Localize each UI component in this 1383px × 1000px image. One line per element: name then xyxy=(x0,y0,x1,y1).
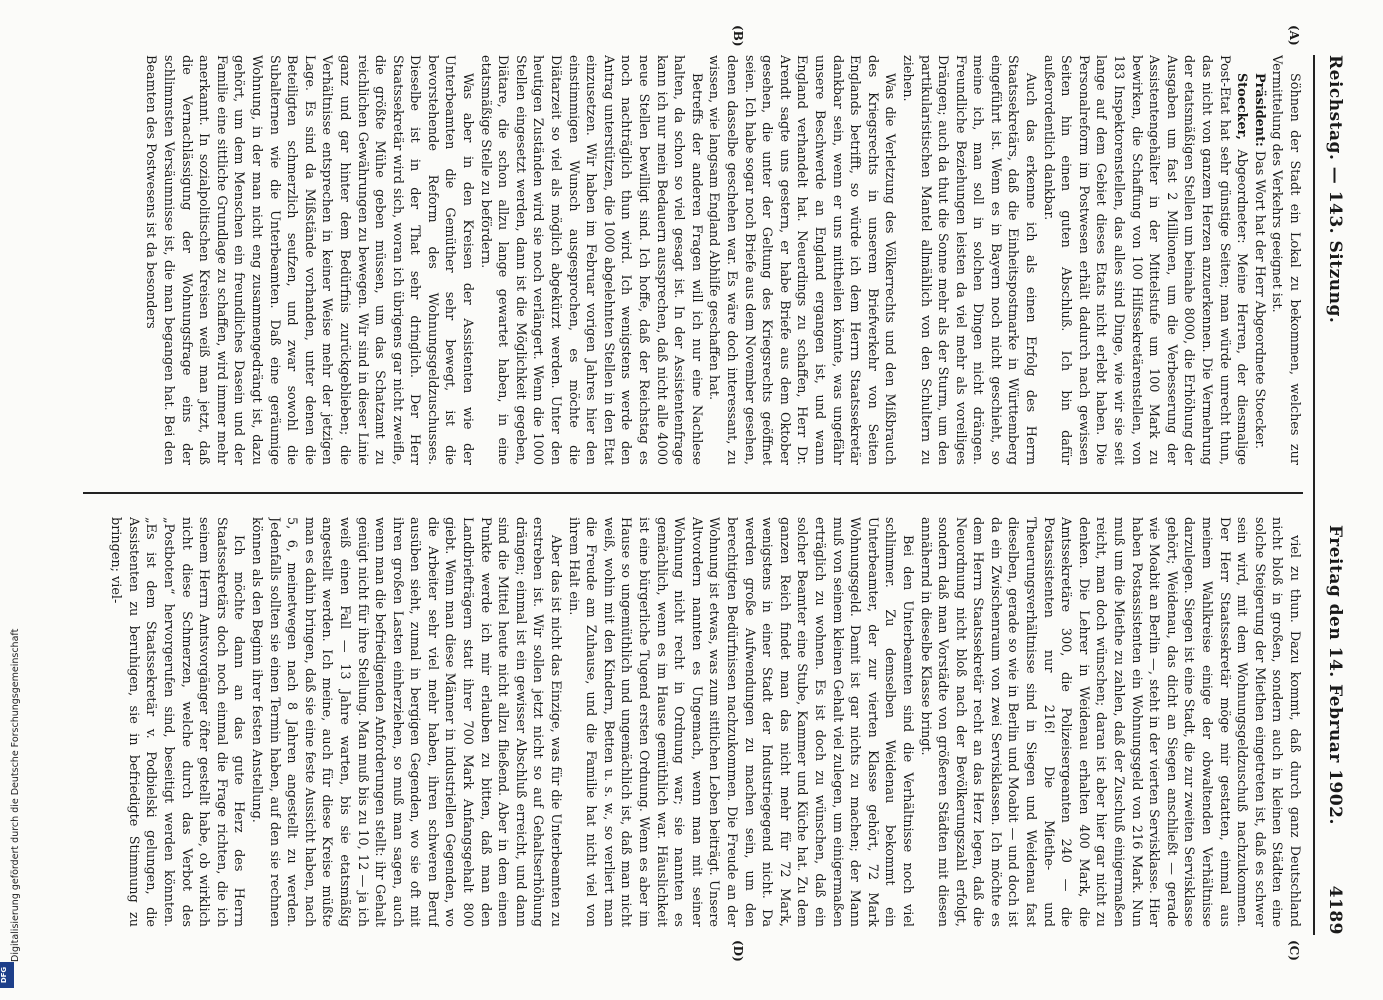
paragraph xyxy=(916,517,1303,927)
paragraph-text: Betreffs der anderen Fragen will ich nur eine Nachlese halten, da schon so viel gesagt ist. In der Assistentenfrage kann ich nur mein Bedauern aussprechen, daß nicht alle 4000 neue Stellen bewilligt sind. Ich hoffe, daß der Reichstag es noch nachträglich thun wird. Ich wenigstens werde den Antrag unterstützen, die 1000 abgelehnten Stellen in den Etat einzusetzen. Wir haben im Februar vorigen Jahres hier den einstimmigen Wunsch ausgesprochen, es möchte die Diätarzeit so viel als möglich abgekürzt werden. Unter den heutigen Zuständen wird sie noch verlängert. Wenn die 1000 Stellen eingesetzt werden, dann ist die Möglichkeit gegeben, Diätare, die schon allzu lange gewartet haben, in eine etatsmäßige Stelle zu befördern. xyxy=(477,55,704,465)
running-header xyxy=(1317,55,1345,935)
paragraph xyxy=(142,55,476,465)
paragraph xyxy=(898,55,1039,465)
page-number: 4189 xyxy=(1325,885,1345,935)
paragraph xyxy=(1250,55,1268,465)
dfg-logo-icon xyxy=(0,962,14,988)
paragraph-text: viel zu thun. Dazu kommt, daß durch ganz Deutschland nicht bloß in großen, sondern auch in kleinen Städten eine solche Steigerung der Miethen eingetreten ist, daß es schwer sein wird, mit dem Wohnungsgeldzuschuß nachzukommen. Der Herr Staatssekretär möge mir gestatten, einmal aus meinem Wahlkreise einige der obwaltenden Verhältnisse darzulegen. Siegen ist eine Stadt, die zur zweiten Servisklasse gehört; Weidenau, das dicht an Siegen anschließt — gerade wie Moabit an Berlin —, steht in der vierten Servisklasse. Hier haben Postassistenten ein Wohnungsgeld von 216 Mark. Nun muß um die Miethe zu zahlen, daß der Zuschuß einigermaßen reicht, man doch wünschen; daran ist aber hier gar nicht zu denken. Die Lehrer in Weidenau erhalten 400 Mark, die Amtssekretäre 300, die Polizeisergeanten 240 — die Postassistenten nur 216! Die Miethe- und Theuerungsverhältnisse sind in Siegen und Weidenau fast dieselben, gerade so wie in Berlin und Moabit — und doch ist da ein Zwischenraum von zwei Servisklassen. Ich möchte es dem Herrn Staatssekretär recht an das Herz legen, daß die Neuordnung nicht bloß nach der Bevölkerungszahl erfolgt, sondern daß man Vorstädte von größeren Städten mit diesen annähernd in dieselbe Klasse bringt. xyxy=(917,517,1302,927)
paragraph xyxy=(476,55,705,465)
dfg-logo-text: DFG xyxy=(0,966,9,984)
paragraph-text: Bei den Unterbeamten sind die Verhältnisse noch viel schlimmer. Zu demselben Weidenau bekommt ein Unterbeamter, der zur vierten Klasse gehört, 72 Mark Wohnungsgeld. Damit ist gar nichts zu machen; der Mann muß von seinem kleinen Gehalt viel zulegen, um einigermaßen erträglich zu wohnen. Es ist doch zu wünschen, daß ein solcher Beamter eine Stube, Kammer und Küche hat. Zu dem ganzen Reich findet man das nicht mehr für 72 Mark, wenigstens in einer Stadt der Industriegegend nicht. Da werden große Aufwendungen zu machen sein, um den berechtigten Bedürfnissen nachzukommen. Die Freude an der Wohnung ist etwas, was zum sittlichen Leben beiträgt. Unsere Altvordern nannten es Ungemach, wenn man mit seiner Wohnung nicht recht in Ordnung war; sie nannten es gemächlich, wenn es im Hause gemüthlich war. Häuslichkeit ist eine bürgerliche Tugend ersten Ordnung. Wenn es aber im Hause so ungemüthlich und ungemächlich ist, daß man nicht weiß, wohin mit den Kindern, Betten u. s. w., so verliert man die Freude am Zuhause, und die Familie hat nicht viel von ihrem Halt ein. xyxy=(565,517,915,927)
rotated-page-content xyxy=(65,25,1345,962)
header-left: Reichstag. — 143. Sitzung. xyxy=(1325,55,1345,324)
paragraph-text: Auch das erkenne ich als einen Erfolg des Herrn Staatssekretärs, daß die Einheitspostmarke in Württemberg eingeführt ist. Wenn es in Bayern noch nicht geschieht, so meine ich, man soll in solchen Dingen nicht drängen. Freundliche Beziehungen leisten da viel mehr als voreiliges Drängen; auch da thut die Sonne mehr als der Sturm, um den partikularistischen Mantel allmählich von den Schultern zu ziehen. xyxy=(899,55,1039,465)
paragraph xyxy=(107,517,248,927)
column-divider xyxy=(83,492,1303,494)
margin-marker-a: (A) xyxy=(1287,25,1301,46)
right-column xyxy=(83,517,1303,927)
paragraph-text: Ich möchte dann an das gute Herz des Herrn Staatssekretärs doch noch einmal die Frage richten, die ich seinem Herrn Amtsvorgänger öfter gestellt habe, ob wirklich nicht diese Schmerzen, welche durch das Verbot des „Postboten“ hervorgerufen sind, beseitigt werden könnten. „Es ist dem Staatssekretär v. Podbielski gelungen, die Assistenten zu beruhigen, sie in befriedigte Stimmung zu bringen; viel- xyxy=(108,517,247,927)
paragraph-text: Was die Verletzung des Völkerrechts und den Mißbrauch des Kriegsrechts in unserem Briefverkehr von Seiten Englands betrifft, so würde ich dem Herrn Staatssekretär dankbar sein, wenn er uns mittheilen könnte, was ungefähr unsere Beschwerde an England ergangen ist, und wann England verhandelt hat. Neuerdings zu schaffen, Herr Dr. Arendt sagte uns gestern, er habe Briefe aus dem Oktober gesehen, die unter der Geltung des Kriegsrechts geöffnet seien. Ich habe sogar noch Briefe aus dem November gesehen, denen dasselbe geschehen war. Es wäre doch interessant, zu wissen, wie langsam England Abhilfe geschaffen hat. xyxy=(706,55,898,465)
paragraph xyxy=(705,55,899,465)
header-rule xyxy=(1313,55,1315,935)
paragraph-text: Aber das ist nicht das Einzige, was für die Unterbeamten zu erstreben ist. Wir sollen jetzt nicht so auf Gehaltserhöhung drängen; einmal ist ein gewisser Abschluß erreicht, und dann sind die Mittel heute nicht allzu fließend. Aber in dem einen Punkte werde ich mir erlauben zu bitten, daß man den Landbriefträgern statt ihrer 700 Mark Anfangsgehalt 800 giebt. Wenn man diese Männer in industriellen Gegenden, wo die Arbeiter sehr viel mehr haben, ihren schweren Beruf ausüben sieht, zumal in bergigen Gegenden, wo sie oft mit ihren großen Lasten einherziehen, so muß man sagen, auch wenn man die befriedigenden Anforderungen stellt: ihr Gehalt genügt nicht für ihre Stellung. Man muß bis zu 10, 12 — ja ich weiß einen Fall — 13 Jahre warten, bis sie etatsmäßig angestellt werden. Ich meine, auch für diese Kreise müßte man es dahin bringen, daß sie eine feste Aussicht haben, nach 5, 6, meinetwegen nach 8 Jahren angestellt zu werden. Jedenfalls sollten sie einen Termin haben, auf den sie rechnen können als den Beginn ihrer festen Anstellung. xyxy=(248,517,564,927)
margin-marker-c: (C) xyxy=(1287,940,1301,961)
paragraph xyxy=(1268,55,1303,465)
paragraph xyxy=(1039,55,1250,465)
paragraph-text: Söhnen der Stadt ein Lokal zu bekommen, welches zur Vermittelung des Verkehrs geeignet ist. xyxy=(1269,55,1302,465)
speaker-name: Präsident: xyxy=(1251,73,1267,147)
speaker-name: Stoecker, xyxy=(1234,73,1250,140)
paragraph xyxy=(564,517,916,927)
paragraph-text: Das Wort hat der Herr Abgeordnete Stoecker. xyxy=(1251,150,1267,450)
margin-marker-d: (D) xyxy=(731,940,745,962)
header-date: Freitag den 14. Februar 1902. xyxy=(1325,525,1345,825)
paragraph-text: Was aber in den Kreisen der Assistenten wie der Unterbeamten die Gemüther sehr bewegt, ist die bevorstehende Reform des Wohnungsgeldzuschusses. Dieselbe ist in der That sehr dringlich. Der Herr Staatssekretär wird sich, woran ich übrigens gar nicht zweifle, die größte Mühe geben müssen, um das Schatzamt zu reichlichen Gewährungen zu bewegen. Wir sind in dieser Linie ganz und gar hinter dem Bedürfnis zurückgeblieben; die Verhältnisse entsprechen in keiner Weise mehr der jetzigen Lage. Es sind da Mißstände vorhanden, unter denen die Beteiligten schmerzlich seufzen, und zwar sowohl die Subalternen wie die Unterbeamten. Daß eine geräumige Wohnung, in der man nicht eng zusammengedrängt ist, dazu gehört, um dem Menschen ein freundliches Dasein und der Familie eine sittliche Grundlage zu schaffen, wird immer mehr anerkannt. In sozialpolitischen Kreisen weiß man jetzt, daß die Vernachlässigung der Wohnungsfrage eins der schlimmsten Versäumnisse ist, die man begangen hat. Bei den Beamten des Postwesens ist da besonders xyxy=(143,55,476,465)
paragraph-text: Abgeordneter: Meine Herren, der diesmalige Post-Etat hat sehr günstige Seiten; man würde unrecht thun, das nicht von ganzem Herzen anzuerkennen. Die Vermehrung der etatsmäßigen Stellen um beinahe 8000, die Erhöhung der Ausgaben um fast 2 Millionen, um die Verbesserung der Assistentengehälter in der Mittelstufe um 100 Mark zu bewirken, die Schaffung von 100 Hilfssekretärenstellen, von 183 Inspektorenstellen, das alles sind Dinge, wie wir sie seit lange auf dem Gebiet dieses Etats nicht erlebt haben. Die Personalreform im Postwesen erhält dadurch nach gewissen Seiten hin einen guten Abschluß. Ich bin dafür außerordentlich dankbar. xyxy=(1040,55,1250,465)
left-column xyxy=(83,55,1303,465)
paragraph xyxy=(247,517,564,927)
margin-marker-b: (B) xyxy=(731,25,745,47)
digitization-credit: Digitalisierung gefördert durch die Deutsche Forschungsgemeinschaft xyxy=(10,628,21,962)
